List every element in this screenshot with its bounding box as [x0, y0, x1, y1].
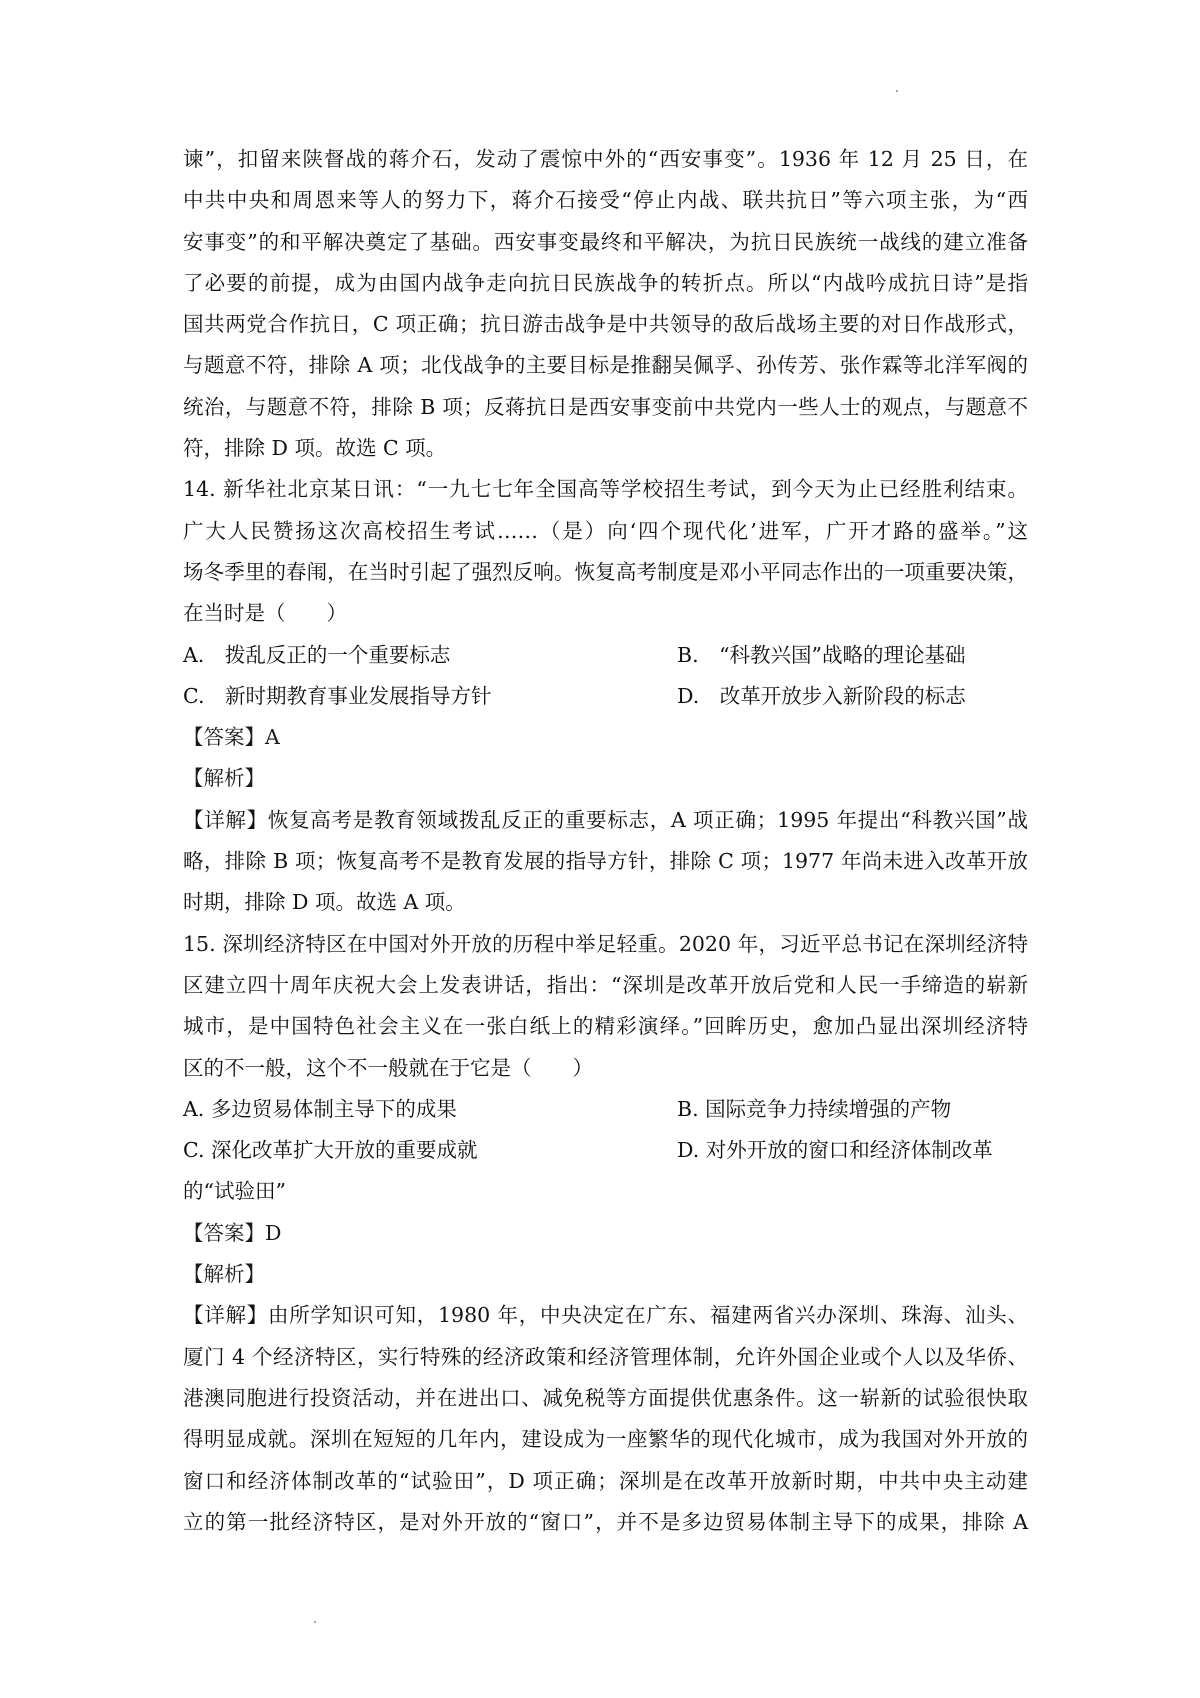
option-c: C. 深化改革扩大开放的重要成就 [183, 1138, 478, 1163]
option-d: D. 改革开放步入新阶段的标志 [677, 683, 966, 708]
text-line: 安事变”的和平解决奠定了基础。西安事变最终和平解决，为抗日民族统一战线的建立准备 [183, 229, 1028, 254]
analysis-label: 【解析】 [183, 1262, 265, 1287]
question-15 [183, 924, 1028, 1543]
detail-line: 略，排除 B 项；恢复高考不是教育发展的指导方针，排除 C 项；1977 年尚未进入改革开放 [183, 849, 1028, 874]
answer-label: 【答案】D [183, 1220, 282, 1245]
question-stem-line: 场冬季里的春闱，在当时引起了强烈反响。恢复高考制度是邓小平同志作出的一项重要决策， [183, 559, 1028, 584]
text-line: 了必要的前提，成为由国内战争走向抗日民族战争的转折点。所以“内战吟成抗日诗”是指 [183, 270, 1028, 295]
question-stem-line: 在当时是（ ） [183, 601, 347, 626]
detail-line: 【详解】恢复高考是教育领域拨乱反正的重要标志，A 项正确；1995 年提出“科教兴国”战 [183, 807, 1028, 832]
option-c: C. 新时期教育事业发展指导方针 [183, 683, 492, 708]
answer-label: 【答案】A [183, 725, 280, 750]
detail-line: 【详解】由所学知识可知，1980 年，中央决定在广东、福建两省兴办深圳、珠海、汕头、 [183, 1303, 1028, 1328]
text-line: 与题意不符，排除 A 项；北伐战争的主要目标是推翻吴佩孚、孙传芳、张作霖等北洋军阀的 [183, 353, 1028, 378]
options-row [183, 1130, 1028, 1171]
text-line: 谏”，扣留来陕督战的蒋介石，发动了震惊中外的“西安事变”。1936 年 12 月 25 日，在 [183, 147, 1028, 171]
option-b: B. 国际竞争力持续增强的产物 [677, 1096, 952, 1121]
option-b: B. “科教兴国”战略的理论基础 [677, 642, 966, 667]
detail-line: 厦门 4 个经济特区，实行特殊的经济政策和经济管理体制，允许外国企业或个人以及华侨、 [183, 1344, 1028, 1369]
detail-line: 窗口和经济体制改革的“试验田”，D 项正确；深圳是在改革开放新时期，中共中央主动建 [183, 1468, 1028, 1493]
detail-line: 港澳同胞进行投资活动，并在进出口、减免税等方面提供优惠条件。这一崭新的试验很快取 [183, 1385, 1028, 1410]
analysis-label: 【解析】 [183, 766, 265, 791]
question-stem-line: 区建立四十周年庆祝大会上发表讲话，指出：“深圳是改革开放后党和人民一手缔造的崭新 [183, 972, 1028, 997]
question-stem-line: 区的不一般，这个不一般就在于它是（ ） [183, 1055, 593, 1080]
text-line: 符，排除 D 项。故选 C 项。 [183, 436, 447, 461]
option-d: D. 对外开放的窗口和经济体制改革 [677, 1138, 993, 1163]
question-stem-line: 15. 深圳经济特区在中国对外开放的历程中举足轻重。2020 年，习近平总书记在深圳经济特 [183, 931, 1028, 956]
options-row [183, 1089, 1028, 1130]
question-stem-line: 广大人民赞扬这次高校招生考试……（是）向‘四个现代化’进军，广开才路的盛举。”这 [183, 518, 1028, 543]
question-14 [183, 469, 1028, 923]
detail-line: 立的第一批经济特区，是对外开放的“窗口”，并不是多边贸易体制主导下的成果，排除 A [183, 1509, 1028, 1534]
option-a: A. 多边贸易体制主导下的成果 [183, 1096, 457, 1121]
options-row [183, 635, 1028, 676]
detail-line: 得明显成就。深圳在短短的几年内，建设成为一座繁华的现代化城市，成为我国对外开放的 [183, 1427, 1028, 1452]
options-row [183, 676, 1028, 717]
question-stem-line: 城市，是中国特色社会主义在一张白纸上的精彩演绎。”回眸历史，愈加凸显出深圳经济特 [183, 1014, 1028, 1039]
page-content [183, 139, 1028, 1543]
option-a: A. 拨乱反正的一个重要标志 [183, 642, 451, 667]
text-line: 统治，与题意不符，排除 B 项；反蒋抗日是西安事变前中共党内一些人士的观点，与题意不 [183, 394, 1028, 419]
q13-explanation-continued [183, 139, 1028, 469]
detail-line: 时期，排除 D 项。故选 A 项。 [183, 890, 466, 915]
text-line: 国共两党合作抗日，C 项正确；抗日游击战争是中共领导的敌后战场主要的对日作战形式， [183, 312, 1028, 337]
text-line: 中共中央和周恩来等人的努力下，蒋介石接受“停止内战、联共抗日”等六项主张，为“西 [183, 188, 1028, 213]
scan-speck-bottom [314, 1621, 316, 1623]
option-d-continued: 的“试验田” [183, 1179, 286, 1204]
scan-speck-top [896, 90, 898, 92]
question-stem-line: 14. 新华社北京某日讯：“一九七七年全国高等学校招生考试，到今天为止已经胜利结束。 [183, 477, 1028, 502]
